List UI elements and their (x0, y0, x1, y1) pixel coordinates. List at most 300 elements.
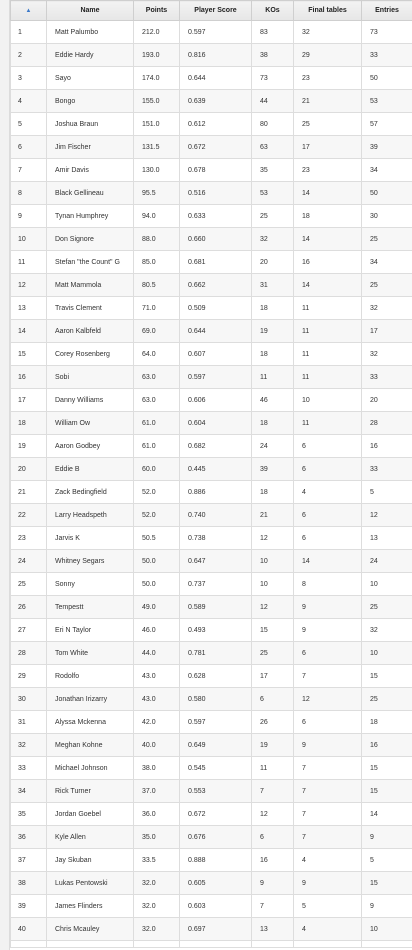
table-row[interactable] (11, 665, 412, 688)
cell-entries: 57 (362, 113, 412, 136)
cell-entries: 33 (362, 458, 412, 481)
cell-final-tables: 4 (294, 481, 362, 504)
cell-entries: 5 (362, 849, 412, 872)
cell-rank: 4 (11, 90, 47, 113)
table-row[interactable] (11, 619, 412, 642)
cell-kos: 18 (252, 412, 294, 435)
cell-rank: 26 (11, 596, 47, 619)
cell-final-tables: 11 (294, 297, 362, 320)
cell-entries: 32 (362, 343, 412, 366)
cell-empty (134, 941, 180, 948)
cell-player-score: 0.662 (180, 274, 252, 297)
cell-rank: 35 (11, 803, 47, 826)
cell-empty (11, 941, 47, 948)
cell-rank: 36 (11, 826, 47, 849)
cell-player-name: Alyssa Mckenna (47, 711, 134, 734)
cell-final-tables: 14 (294, 550, 362, 573)
cell-entries: 9 (362, 826, 412, 849)
cell-player-score: 0.545 (180, 757, 252, 780)
table-row[interactable] (11, 113, 412, 136)
cell-kos: 18 (252, 481, 294, 504)
table-row[interactable] (11, 734, 412, 757)
table-row[interactable] (11, 849, 412, 872)
cell-final-tables: 9 (294, 596, 362, 619)
cell-kos: 35 (252, 159, 294, 182)
cell-final-tables: 5 (294, 895, 362, 918)
table-row[interactable] (11, 504, 412, 527)
cell-entries: 17 (362, 320, 412, 343)
cell-final-tables: 11 (294, 412, 362, 435)
cell-player-score: 0.603 (180, 895, 252, 918)
cell-player-score: 0.604 (180, 412, 252, 435)
cell-kos: 25 (252, 205, 294, 228)
cell-entries: 53 (362, 90, 412, 113)
table-row-partial (11, 941, 412, 948)
cell-empty (252, 941, 294, 948)
cell-player-name: James Flinders (47, 895, 134, 918)
table-row[interactable] (11, 481, 412, 504)
table-header (11, 1, 412, 21)
cell-kos: 12 (252, 596, 294, 619)
cell-final-tables: 9 (294, 734, 362, 757)
table-row[interactable] (11, 826, 412, 849)
cell-entries: 16 (362, 734, 412, 757)
cell-player-score: 0.781 (180, 642, 252, 665)
cell-rank: 1 (11, 21, 47, 44)
cell-rank: 39 (11, 895, 47, 918)
table-row[interactable] (11, 596, 412, 619)
cell-points: 49.0 (134, 596, 180, 619)
cell-rank: 11 (11, 251, 47, 274)
table-row[interactable] (11, 527, 412, 550)
cell-final-tables: 23 (294, 159, 362, 182)
cell-player-name: Sobi (47, 366, 134, 389)
cell-player-score: 0.738 (180, 527, 252, 550)
cell-points: 174.0 (134, 67, 180, 90)
cell-player-score: 0.816 (180, 44, 252, 67)
cell-player-name: Aaron Kalbfeld (47, 320, 134, 343)
table-row[interactable] (11, 872, 412, 895)
cell-player-score: 0.672 (180, 803, 252, 826)
cell-kos: 9 (252, 872, 294, 895)
cell-entries: 50 (362, 182, 412, 205)
cell-points: 61.0 (134, 435, 180, 458)
cell-points: 52.0 (134, 481, 180, 504)
cell-kos: 10 (252, 573, 294, 596)
cell-entries: 24 (362, 550, 412, 573)
cell-kos: 19 (252, 734, 294, 757)
cell-entries: 25 (362, 596, 412, 619)
cell-player-score: 0.649 (180, 734, 252, 757)
table-row[interactable] (11, 389, 412, 412)
table-row[interactable] (11, 711, 412, 734)
cell-kos: 11 (252, 366, 294, 389)
cell-points: 43.0 (134, 665, 180, 688)
cell-player-name: Sonny (47, 573, 134, 596)
cell-player-name: Stefan "the Count" G (47, 251, 134, 274)
cell-final-tables: 10 (294, 389, 362, 412)
cell-player-score: 0.605 (180, 872, 252, 895)
table-row[interactable] (11, 757, 412, 780)
cell-kos: 26 (252, 711, 294, 734)
cell-player-name: Jay Skuban (47, 849, 134, 872)
table-row[interactable] (11, 550, 412, 573)
table-row[interactable] (11, 90, 412, 113)
cell-player-name: Tom White (47, 642, 134, 665)
cell-player-score: 0.639 (180, 90, 252, 113)
cell-points: 32.0 (134, 918, 180, 941)
cell-final-tables: 6 (294, 504, 362, 527)
cell-player-name: Matt Mammola (47, 274, 134, 297)
table-row[interactable] (11, 136, 412, 159)
cell-player-score: 0.660 (180, 228, 252, 251)
cell-points: 61.0 (134, 412, 180, 435)
column-header-final-tables[interactable]: Final tables (294, 1, 362, 21)
cell-player-score: 0.697 (180, 918, 252, 941)
cell-rank: 3 (11, 67, 47, 90)
cell-points: 71.0 (134, 297, 180, 320)
cell-rank: 2 (11, 44, 47, 67)
cell-entries: 13 (362, 527, 412, 550)
cell-entries: 33 (362, 366, 412, 389)
cell-kos: 15 (252, 619, 294, 642)
cell-points: 69.0 (134, 320, 180, 343)
cell-entries: 28 (362, 412, 412, 435)
cell-kos: 53 (252, 182, 294, 205)
table-row[interactable] (11, 780, 412, 803)
cell-rank: 25 (11, 573, 47, 596)
cell-final-tables: 25 (294, 113, 362, 136)
cell-final-tables: 14 (294, 274, 362, 297)
cell-final-tables: 4 (294, 918, 362, 941)
cell-points: 50.0 (134, 550, 180, 573)
cell-entries: 18 (362, 711, 412, 734)
cell-player-name: William Ow (47, 412, 134, 435)
column-header-player-score[interactable]: Player Score (180, 1, 252, 21)
column-header-entries[interactable]: Entries (362, 1, 412, 21)
cell-player-score: 0.516 (180, 182, 252, 205)
cell-player-name: Tempestt (47, 596, 134, 619)
cell-points: 32.0 (134, 872, 180, 895)
cell-points: 42.0 (134, 711, 180, 734)
table-row[interactable] (11, 366, 412, 389)
table-row[interactable] (11, 251, 412, 274)
cell-points: 32.0 (134, 895, 180, 918)
cell-entries: 34 (362, 251, 412, 274)
table-row[interactable] (11, 297, 412, 320)
cell-entries: 20 (362, 389, 412, 412)
cell-points: 63.0 (134, 366, 180, 389)
cell-points: 60.0 (134, 458, 180, 481)
cell-player-name: Lukas Pentowski (47, 872, 134, 895)
cell-final-tables: 11 (294, 343, 362, 366)
cell-final-tables: 8 (294, 573, 362, 596)
cell-player-name: Michael Johnson (47, 757, 134, 780)
table-row[interactable] (11, 67, 412, 90)
cell-player-name: Matt Palumbo (47, 21, 134, 44)
cell-rank: 12 (11, 274, 47, 297)
cell-rank: 27 (11, 619, 47, 642)
cell-player-score: 0.445 (180, 458, 252, 481)
cell-player-name: Danny Williams (47, 389, 134, 412)
cell-final-tables: 18 (294, 205, 362, 228)
cell-final-tables: 21 (294, 90, 362, 113)
cell-points: 35.0 (134, 826, 180, 849)
cell-player-name: Whitney Segars (47, 550, 134, 573)
table-row[interactable] (11, 435, 412, 458)
cell-final-tables: 11 (294, 320, 362, 343)
cell-player-name: Joshua Braun (47, 113, 134, 136)
cell-rank: 6 (11, 136, 47, 159)
cell-rank: 5 (11, 113, 47, 136)
cell-points: 151.0 (134, 113, 180, 136)
cell-player-name: Chris Mcauley (47, 918, 134, 941)
cell-rank: 30 (11, 688, 47, 711)
cell-player-score: 0.644 (180, 67, 252, 90)
cell-final-tables: 32 (294, 21, 362, 44)
cell-player-name: Jarvis K (47, 527, 134, 550)
cell-kos: 18 (252, 343, 294, 366)
cell-entries: 15 (362, 780, 412, 803)
cell-final-tables: 16 (294, 251, 362, 274)
cell-kos: 7 (252, 895, 294, 918)
cell-player-name: Larry Headspeth (47, 504, 134, 527)
cell-entries: 32 (362, 297, 412, 320)
cell-rank: 8 (11, 182, 47, 205)
cell-final-tables: 6 (294, 435, 362, 458)
cell-kos: 46 (252, 389, 294, 412)
cell-points: 212.0 (134, 21, 180, 44)
cell-entries: 10 (362, 918, 412, 941)
cell-entries: 32 (362, 619, 412, 642)
cell-entries: 25 (362, 274, 412, 297)
cell-entries: 15 (362, 872, 412, 895)
cell-kos: 63 (252, 136, 294, 159)
cell-rank: 31 (11, 711, 47, 734)
cell-rank: 10 (11, 228, 47, 251)
cell-player-score: 0.672 (180, 136, 252, 159)
cell-empty (294, 941, 362, 948)
cell-final-tables: 6 (294, 711, 362, 734)
cell-player-score: 0.597 (180, 366, 252, 389)
cell-kos: 73 (252, 67, 294, 90)
cell-kos: 10 (252, 550, 294, 573)
cell-player-score: 0.740 (180, 504, 252, 527)
cell-kos: 19 (252, 320, 294, 343)
cell-player-score: 0.553 (180, 780, 252, 803)
cell-player-score: 0.647 (180, 550, 252, 573)
cell-points: 63.0 (134, 389, 180, 412)
table-row[interactable] (11, 228, 412, 251)
cell-player-name: Don Signore (47, 228, 134, 251)
cell-entries: 14 (362, 803, 412, 826)
cell-rank: 18 (11, 412, 47, 435)
cell-entries: 5 (362, 481, 412, 504)
cell-player-score: 0.633 (180, 205, 252, 228)
cell-player-score: 0.644 (180, 320, 252, 343)
cell-kos: 31 (252, 274, 294, 297)
table-row[interactable] (11, 688, 412, 711)
cell-player-score: 0.580 (180, 688, 252, 711)
cell-player-name: Rick Turner (47, 780, 134, 803)
cell-final-tables: 11 (294, 366, 362, 389)
table-row[interactable] (11, 458, 412, 481)
cell-final-tables: 7 (294, 757, 362, 780)
cell-rank: 40 (11, 918, 47, 941)
cell-entries: 15 (362, 757, 412, 780)
cell-entries: 10 (362, 642, 412, 665)
cell-points: 155.0 (134, 90, 180, 113)
table-row[interactable] (11, 44, 412, 67)
cell-entries: 33 (362, 44, 412, 67)
cell-entries: 25 (362, 688, 412, 711)
cell-rank: 22 (11, 504, 47, 527)
cell-kos: 18 (252, 297, 294, 320)
cell-player-name: Eri N Taylor (47, 619, 134, 642)
table-row[interactable] (11, 642, 412, 665)
cell-player-name: Tynan Humphrey (47, 205, 134, 228)
column-header-points[interactable]: Points (134, 1, 180, 21)
cell-entries: 25 (362, 228, 412, 251)
cell-player-name: Zack Bedingfield (47, 481, 134, 504)
cell-rank: 37 (11, 849, 47, 872)
table-row[interactable] (11, 159, 412, 182)
cell-kos: 17 (252, 665, 294, 688)
cell-player-score: 0.681 (180, 251, 252, 274)
cell-entries: 34 (362, 159, 412, 182)
cell-points: 95.5 (134, 182, 180, 205)
table-row[interactable] (11, 205, 412, 228)
cell-player-score: 0.509 (180, 297, 252, 320)
cell-player-score: 0.682 (180, 435, 252, 458)
cell-points: 94.0 (134, 205, 180, 228)
cell-rank: 29 (11, 665, 47, 688)
cell-player-score: 0.597 (180, 711, 252, 734)
cell-final-tables: 12 (294, 688, 362, 711)
cell-kos: 44 (252, 90, 294, 113)
cell-rank: 13 (11, 297, 47, 320)
cell-player-score: 0.612 (180, 113, 252, 136)
sort-ascending-icon[interactable]: ▲ (11, 1, 47, 21)
cell-points: 131.5 (134, 136, 180, 159)
table-row[interactable] (11, 21, 412, 44)
cell-player-name: Eddie B (47, 458, 134, 481)
cell-player-name: Sayo (47, 67, 134, 90)
cell-points: 80.5 (134, 274, 180, 297)
cell-points: 38.0 (134, 757, 180, 780)
column-header-name[interactable]: Name (47, 1, 134, 21)
cell-player-name: Kyle Allen (47, 826, 134, 849)
cell-points: 52.0 (134, 504, 180, 527)
table-body (11, 21, 412, 948)
cell-rank: 20 (11, 458, 47, 481)
cell-final-tables: 7 (294, 780, 362, 803)
table-row[interactable] (11, 182, 412, 205)
cell-player-name: Jordan Goebel (47, 803, 134, 826)
cell-player-name: Amir Davis (47, 159, 134, 182)
cell-rank: 21 (11, 481, 47, 504)
cell-kos: 13 (252, 918, 294, 941)
cell-rank: 7 (11, 159, 47, 182)
cell-final-tables: 9 (294, 872, 362, 895)
cell-entries: 50 (362, 67, 412, 90)
cell-final-tables: 23 (294, 67, 362, 90)
cell-points: 36.0 (134, 803, 180, 826)
cell-kos: 20 (252, 251, 294, 274)
table-row[interactable] (11, 573, 412, 596)
cell-empty (180, 941, 252, 948)
column-header-kos[interactable]: KOs (252, 1, 294, 21)
cell-rank: 15 (11, 343, 47, 366)
cell-rank: 32 (11, 734, 47, 757)
cell-final-tables: 9 (294, 619, 362, 642)
cell-player-score: 0.678 (180, 159, 252, 182)
cell-points: 85.0 (134, 251, 180, 274)
cell-points: 37.0 (134, 780, 180, 803)
cell-points: 33.5 (134, 849, 180, 872)
cell-kos: 80 (252, 113, 294, 136)
cell-kos: 7 (252, 780, 294, 803)
cell-entries: 15 (362, 665, 412, 688)
cell-entries: 73 (362, 21, 412, 44)
left-scroll-rail (0, 0, 10, 950)
cell-entries: 30 (362, 205, 412, 228)
cell-player-name: Jonathan Irizarry (47, 688, 134, 711)
cell-player-name: Rodolfo (47, 665, 134, 688)
cell-player-name: Jim Fischer (47, 136, 134, 159)
cell-kos: 38 (252, 44, 294, 67)
cell-final-tables: 7 (294, 803, 362, 826)
cell-rank: 14 (11, 320, 47, 343)
cell-player-name: Meghan Kohne (47, 734, 134, 757)
table-row[interactable] (11, 274, 412, 297)
cell-final-tables: 17 (294, 136, 362, 159)
cell-player-score: 0.888 (180, 849, 252, 872)
cell-entries: 10 (362, 573, 412, 596)
cell-kos: 83 (252, 21, 294, 44)
cell-points: 88.0 (134, 228, 180, 251)
cell-rank: 19 (11, 435, 47, 458)
cell-kos: 6 (252, 826, 294, 849)
cell-rank: 33 (11, 757, 47, 780)
cell-player-score: 0.628 (180, 665, 252, 688)
table-row[interactable] (11, 320, 412, 343)
cell-empty (362, 941, 412, 948)
cell-kos: 12 (252, 527, 294, 550)
cell-points: 50.0 (134, 573, 180, 596)
table-row[interactable] (11, 803, 412, 826)
cell-player-name: Travis Clement (47, 297, 134, 320)
cell-final-tables: 6 (294, 458, 362, 481)
cell-final-tables: 6 (294, 642, 362, 665)
table-row[interactable] (11, 343, 412, 366)
cell-player-score: 0.886 (180, 481, 252, 504)
cell-player-score: 0.606 (180, 389, 252, 412)
cell-points: 130.0 (134, 159, 180, 182)
table-row[interactable] (11, 895, 412, 918)
cell-kos: 6 (252, 688, 294, 711)
cell-points: 43.0 (134, 688, 180, 711)
cell-points: 44.0 (134, 642, 180, 665)
cell-entries: 16 (362, 435, 412, 458)
cell-points: 193.0 (134, 44, 180, 67)
table-row[interactable] (11, 412, 412, 435)
table-row[interactable] (11, 918, 412, 941)
cell-entries: 12 (362, 504, 412, 527)
cell-final-tables: 7 (294, 665, 362, 688)
cell-kos: 25 (252, 642, 294, 665)
cell-rank: 34 (11, 780, 47, 803)
